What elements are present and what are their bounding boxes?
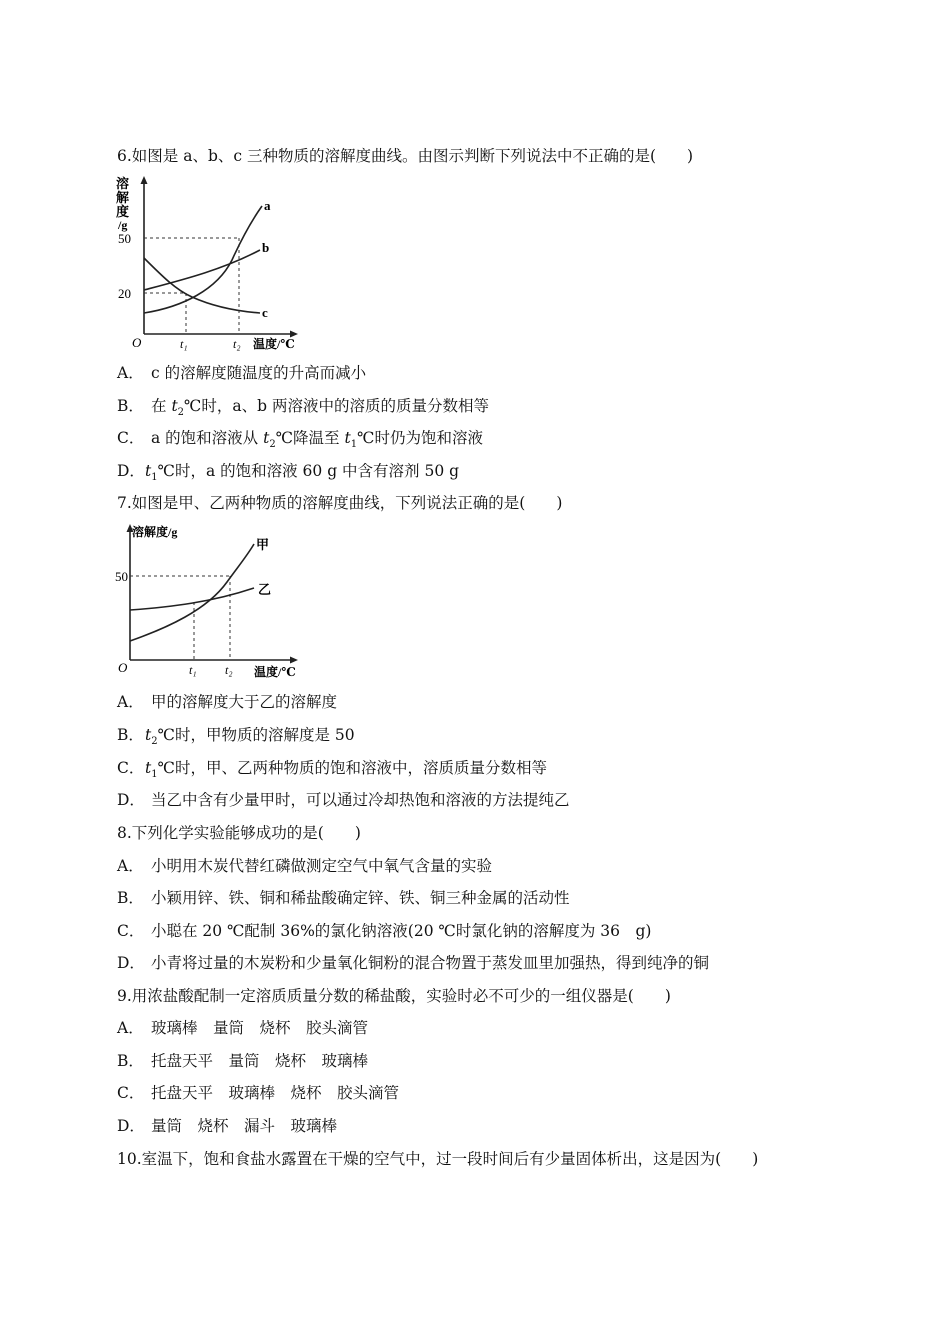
q6-option-c-sub1: 2	[269, 439, 276, 451]
q7-option-c	[117, 758, 547, 785]
q9-stem: 9.用浓盐酸配制一定溶质质量分数的稀盐酸，实验时必不可少的一组仪器是( )	[117, 987, 671, 1005]
q7-curve-yi	[130, 588, 254, 610]
q6-curve-b	[144, 250, 260, 290]
q10-stem: 10.室温下，饱和食盐水露置在干燥的空气中，过一段时间后有少量固体析出，这是因为( )	[117, 1150, 759, 1168]
q7-label-jia: 甲	[256, 537, 270, 552]
q7-option-c-letter: C．	[117, 759, 145, 777]
q6-tick-20: 20	[118, 286, 131, 301]
q8-option-c-text: 小聪在 20 ℃配制 36%的氯化钠溶液(20 ℃时氯化钠的溶解度为 36 g)	[151, 922, 652, 940]
q8-option-c	[117, 921, 651, 941]
q6-tick-50: 50	[118, 231, 131, 246]
q6-option-c-post: ℃时仍为饱和溶液	[357, 429, 483, 447]
q6-ylabel-3: 度	[116, 204, 130, 219]
q7-solubility-chart	[112, 520, 307, 684]
q7-stem: 7.如图是甲、乙两种物质的溶解度曲线，下列说法正确的是( )	[117, 494, 563, 512]
q6-option-a	[117, 363, 366, 383]
q6-stem: 6.如图是 a、b、c 三种物质的溶解度曲线。由图示判断下列说法中不正确的是( )	[117, 147, 694, 165]
q9-option-c	[117, 1083, 399, 1103]
q8-option-b-text: 小颖用锌、铁、铜和稀盐酸确定锌、铁、铜三种金属的活动性	[151, 889, 570, 907]
q6-option-b-letter: B．	[117, 397, 144, 415]
q7-ylabel: 溶解度/g	[132, 525, 178, 539]
q7-tick-50: 50	[115, 569, 128, 584]
q7-option-d-letter: D．	[117, 791, 145, 809]
q8-option-d-text: 小青将过量的木炭粉和少量氧化铜粉的混合物置于蒸发皿里加强热，得到纯净的铜	[151, 954, 710, 972]
q6-option-d-post: ℃时，a 的饱和溶液 60 g 中含有溶剂 50 g	[157, 462, 460, 480]
q6-origin: O	[132, 335, 142, 350]
q7-option-b-post: ℃时，甲物质的溶解度是 50	[157, 726, 355, 744]
q7-option-b-sub: 2	[151, 736, 158, 748]
q6-curve-a	[144, 206, 262, 313]
q6-solubility-chart	[112, 172, 302, 356]
q7-curve-jia	[130, 544, 254, 641]
q8-option-b-letter: B．	[117, 889, 144, 907]
q7-option-d-text: 当乙中含有少量甲时，可以通过冷却热饱和溶液的方法提纯乙	[151, 791, 570, 809]
q7-option-c-sub: 1	[151, 769, 158, 781]
q6-option-c-pre: a 的饱和溶液从	[151, 429, 264, 447]
q9-option-d-letter: D．	[117, 1117, 145, 1135]
q8-option-b	[117, 888, 570, 908]
q6-ylabel-1: 溶	[116, 176, 130, 191]
q6-option-b-post: ℃时，a、b 两溶液中的溶质的质量分数相等	[184, 397, 489, 415]
q8-option-d-letter: D．	[117, 954, 145, 972]
q7-option-b-t: t	[145, 726, 152, 744]
q6-option-c-t1: t	[263, 429, 270, 447]
q6-option-c	[117, 428, 483, 455]
q6-option-d-sub: 1	[151, 472, 158, 484]
q6-option-a-text: c 的溶解度随温度的升高而减小	[151, 364, 367, 382]
q6-option-c-t2: t	[344, 429, 351, 447]
q6-option-b-t: t	[171, 397, 178, 415]
q9-option-d	[117, 1116, 337, 1136]
q6-label-a: a	[264, 198, 271, 213]
q6-option-b	[117, 396, 489, 423]
q9-option-b-text: 托盘天平 量筒 烧杯 玻璃棒	[151, 1052, 369, 1070]
q6-option-d-letter: D．	[117, 462, 145, 480]
q6-option-d	[117, 461, 459, 488]
q7-option-c-post: ℃时，甲、乙两种物质的饱和溶液中，溶质质量分数相等	[157, 759, 547, 777]
q8-stem: 8.下列化学实验能够成功的是( )	[117, 824, 361, 842]
q9-option-c-text: 托盘天平 玻璃棒 烧杯 胶头滴管	[151, 1084, 400, 1102]
q7-option-a-letter: A．	[117, 693, 144, 711]
q6-option-b-sub: 2	[177, 407, 185, 419]
q7-option-d	[117, 790, 570, 810]
q9-option-d-text: 量筒 烧杯 漏斗 玻璃棒	[151, 1117, 338, 1135]
q7-option-b	[117, 725, 355, 752]
q6-option-b-pre: 在	[151, 397, 172, 415]
q9-option-b	[117, 1051, 368, 1071]
q6-tick-t1: t₁	[180, 337, 188, 351]
q7-label-yi: 乙	[258, 582, 272, 597]
q8-option-d	[117, 953, 709, 973]
q6-xlabel: 温度/℃	[253, 337, 295, 351]
q8-option-a-text: 小明用木炭代替红磷做测定空气中氧气含量的实验	[151, 857, 493, 875]
q7-tick-t1: t₁	[189, 663, 197, 677]
q6-ylabel-2: 解	[116, 190, 130, 205]
q6-ylabel-4: /g	[118, 218, 128, 232]
q7-option-a	[117, 692, 337, 712]
q9-option-c-letter: C．	[117, 1084, 145, 1102]
q7-x-arrow	[290, 657, 298, 664]
q9-option-a	[117, 1018, 368, 1038]
q6-label-b: b	[262, 240, 270, 255]
q9-option-a-text: 玻璃棒 量筒 烧杯 胶头滴管	[151, 1019, 369, 1037]
q7-option-c-t: t	[145, 759, 152, 777]
q6-option-c-letter: C．	[117, 429, 145, 447]
q6-option-c-sub2: 1	[350, 439, 358, 451]
q8-option-a-letter: A．	[117, 857, 144, 875]
q6-option-d-t: t	[145, 462, 152, 480]
q9-option-a-letter: A．	[117, 1019, 144, 1037]
q6-label-c: c	[262, 305, 268, 320]
q7-option-a-text: 甲的溶解度大于乙的溶解度	[151, 693, 338, 711]
q6-option-c-mid: ℃降温至	[275, 429, 345, 447]
q7-option-b-letter: B．	[117, 726, 144, 744]
q7-origin: O	[118, 660, 128, 675]
q6-tick-t2: t₂	[233, 337, 241, 351]
q8-option-c-letter: C．	[117, 922, 145, 940]
q7-tick-t2: t₂	[225, 663, 233, 677]
q7-xlabel: 温度/℃	[254, 665, 296, 679]
q6-y-arrow	[141, 176, 148, 184]
q8-option-a	[117, 856, 492, 876]
q9-option-b-letter: B．	[117, 1052, 144, 1070]
q6-option-a-letter: A．	[117, 364, 144, 382]
